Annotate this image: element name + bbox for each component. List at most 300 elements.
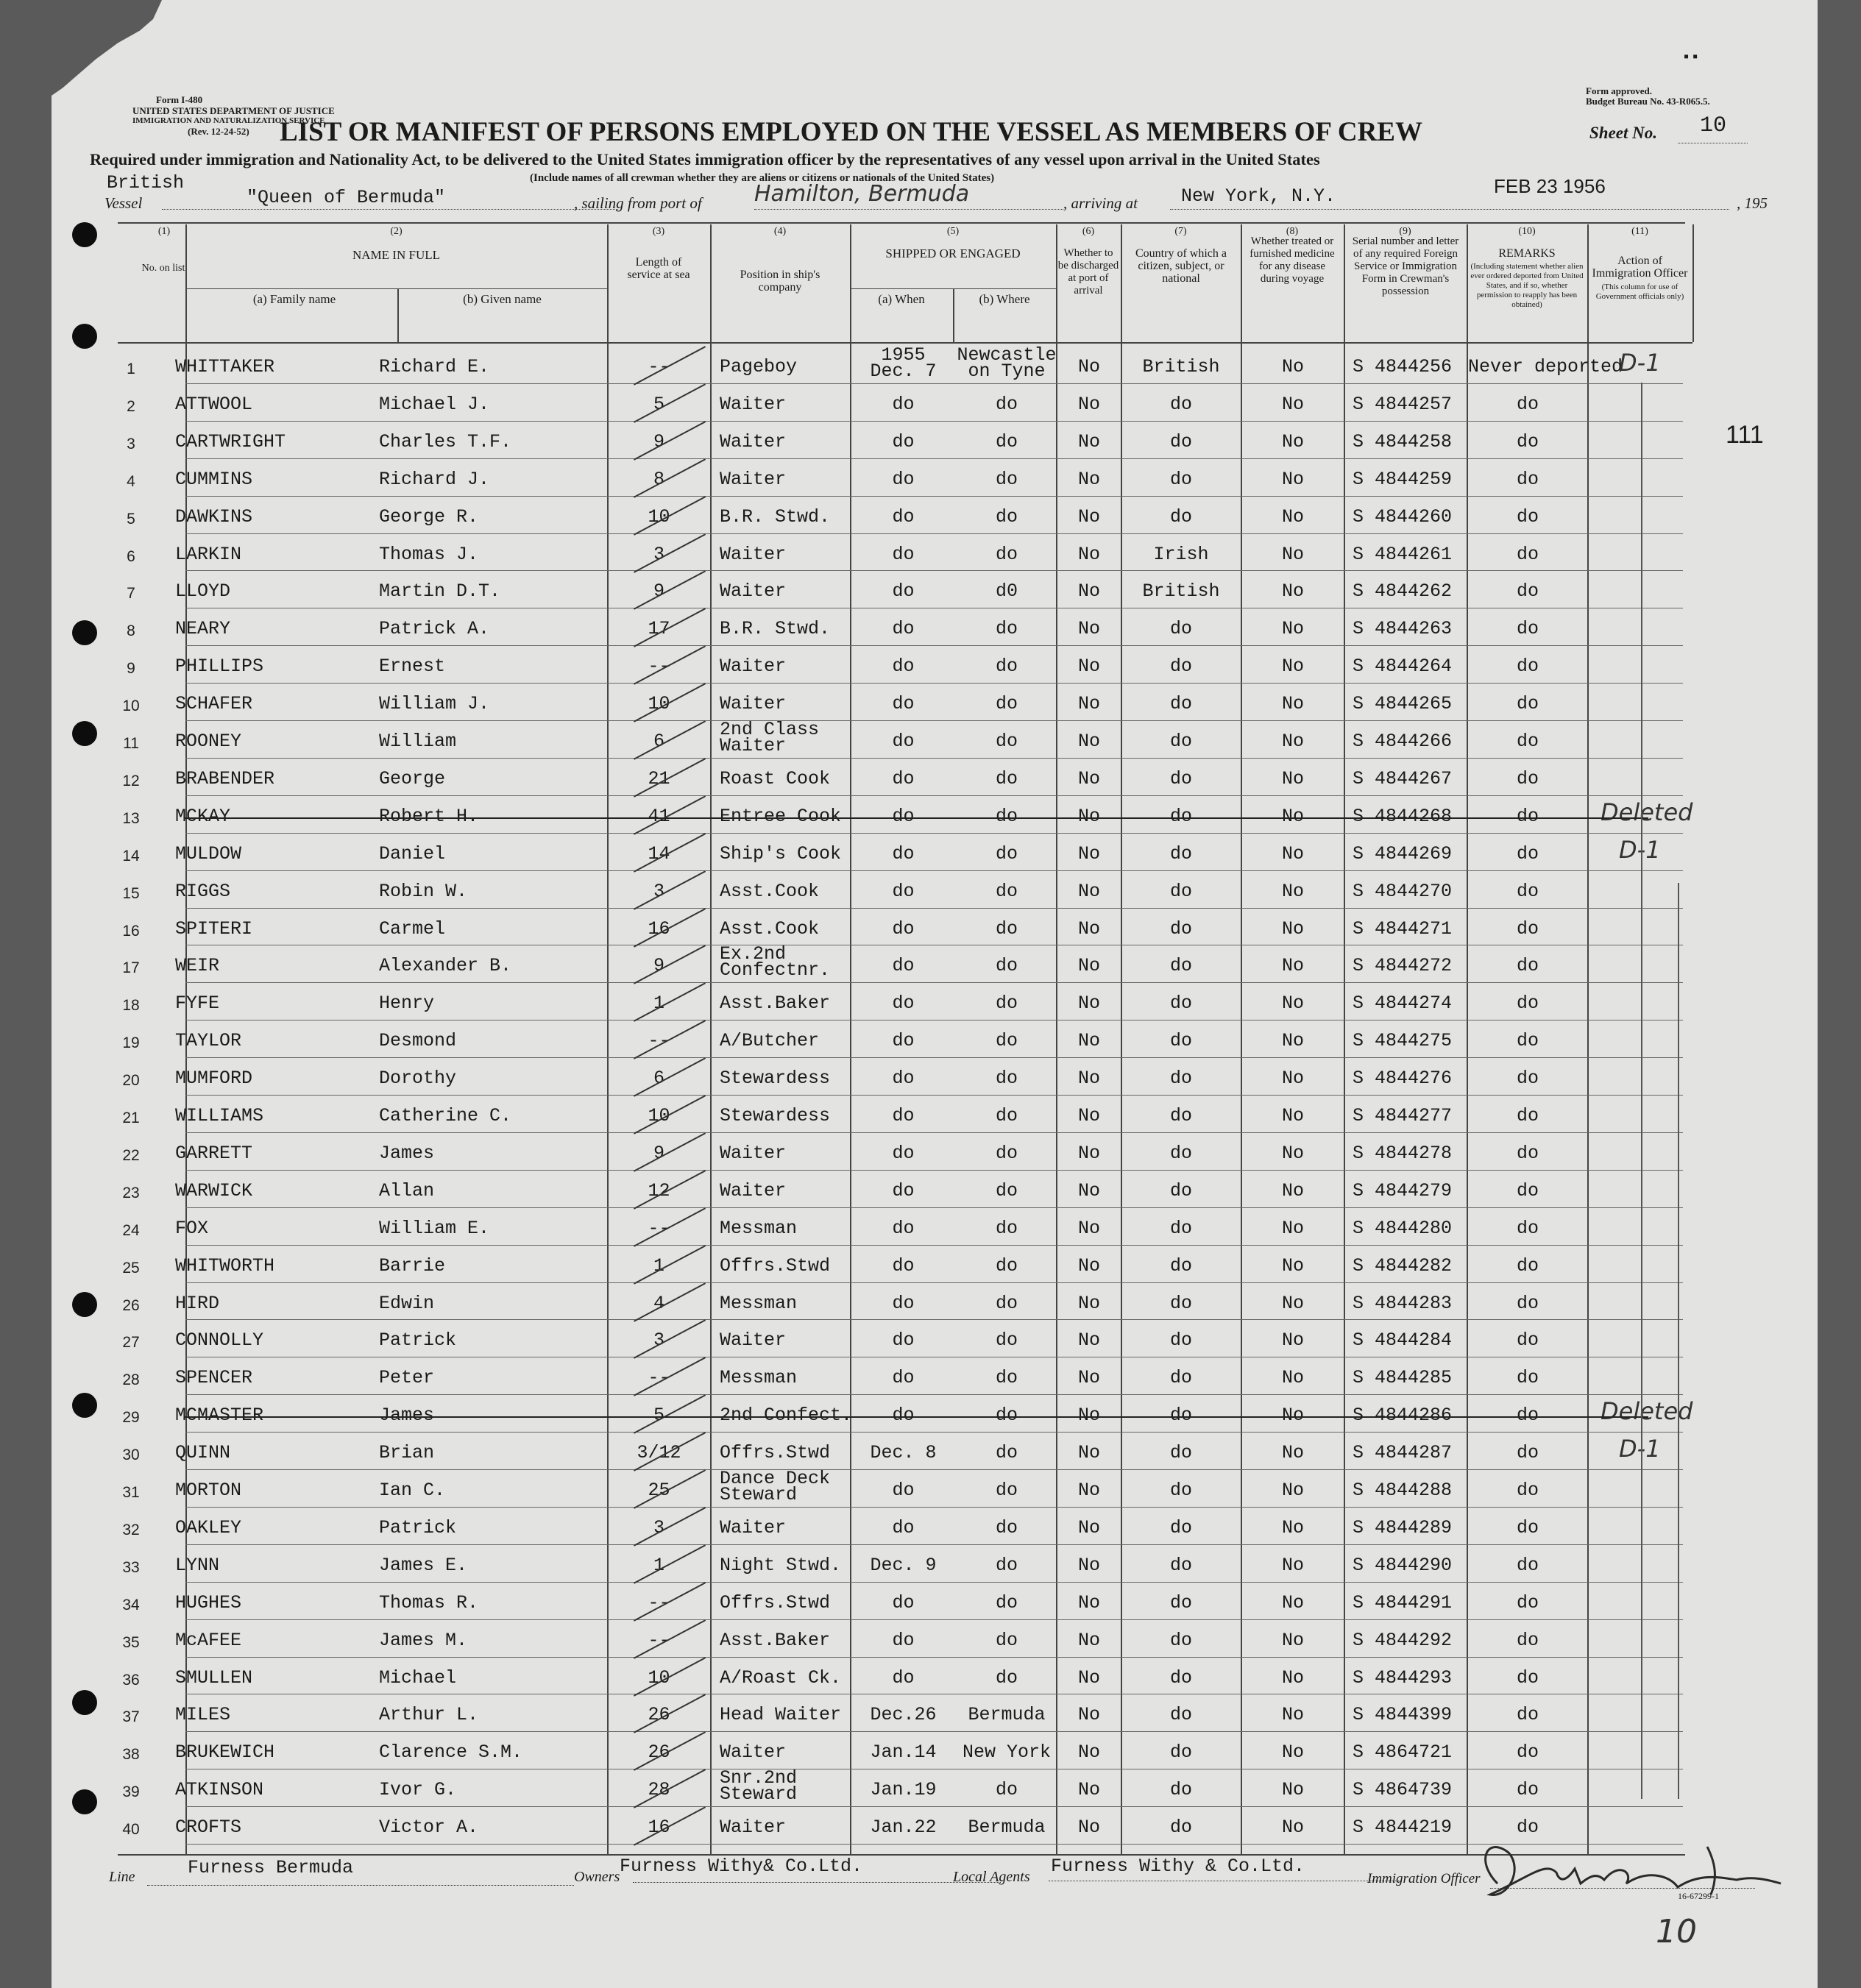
position: Waiter: [720, 430, 787, 452]
remarks: do: [1516, 805, 1539, 827]
col-no-header: No. on list: [141, 263, 185, 274]
service-length: 21: [648, 767, 670, 789]
position: Waiter: [720, 1330, 787, 1352]
shipped-when: do: [892, 543, 915, 565]
family-name: CROFTS: [175, 1817, 242, 1839]
service-length: 3/12: [637, 1442, 681, 1464]
remarks: do: [1516, 505, 1539, 528]
country: British: [1142, 356, 1220, 377]
discharged: No: [1077, 917, 1100, 940]
row-number: 40: [122, 1821, 140, 1839]
discharged: No: [1077, 1442, 1100, 1464]
remarks: do: [1516, 543, 1539, 565]
discharged: No: [1077, 880, 1100, 902]
treated: No: [1281, 1480, 1304, 1501]
punch-hole: [72, 721, 97, 746]
remarks: do: [1516, 656, 1539, 678]
shipped-when: do: [892, 880, 915, 902]
serial-number: S 4844258: [1353, 430, 1453, 452]
shipped-when-line: 1955: [881, 344, 926, 366]
owners-label: Owners: [574, 1869, 620, 1885]
country: do: [1169, 731, 1192, 752]
country: do: [1169, 656, 1192, 678]
treated: No: [1281, 1068, 1304, 1090]
shipped-where: do: [995, 1292, 1018, 1314]
given-name: Richard J.: [379, 468, 490, 490]
country: do: [1169, 1367, 1192, 1389]
serial-number: S 4844268: [1353, 805, 1453, 827]
form-revision: (Rev. 12-24-52): [188, 126, 249, 137]
discharged: No: [1077, 1554, 1100, 1576]
shipped-when: do: [892, 955, 915, 977]
discharged: No: [1077, 430, 1100, 452]
remarks: do: [1516, 1554, 1539, 1576]
row-number: 30: [122, 1446, 140, 1464]
shipped-when: do: [892, 993, 915, 1015]
position: Waiter: [720, 693, 787, 715]
row-number: 4: [127, 472, 135, 490]
shipped-when: Jan.19: [870, 1779, 937, 1801]
serial-number: S 4844278: [1353, 1142, 1453, 1164]
treated: No: [1281, 1779, 1304, 1801]
serial-number: S 4844285: [1353, 1367, 1453, 1389]
position: B.R. Stwd.: [720, 618, 831, 640]
position: Asst.Baker: [720, 993, 831, 1015]
punch-hole: [72, 620, 97, 645]
shipped-where: do: [995, 993, 1018, 1015]
shipped-where: do: [995, 917, 1018, 940]
country: do: [1169, 767, 1192, 789]
position: Waiter: [720, 1516, 787, 1538]
shipped-when: Dec. 9: [870, 1554, 937, 1576]
remarks: do: [1516, 1742, 1539, 1764]
officer-action: Deleted: [1601, 1397, 1693, 1426]
family-name: HUGHES: [175, 1591, 242, 1614]
given-name: Carmel: [379, 917, 446, 940]
col-position-header: Position in ship's company: [740, 269, 820, 294]
remarks: do: [1516, 1405, 1539, 1427]
service-name: IMMIGRATION AND NATURALIZATION SERVICE: [132, 116, 325, 125]
shipped-where: do: [995, 618, 1018, 640]
col-shipped-header: SHIPPED OR ENGAGED: [885, 246, 1021, 260]
family-name: MUMFORD: [175, 1068, 253, 1090]
service-length: 1: [653, 1554, 664, 1576]
service-length: --: [648, 1629, 670, 1651]
shipped-when: do: [892, 1629, 915, 1651]
country: do: [1169, 1704, 1192, 1726]
row-number: 29: [122, 1409, 140, 1427]
row-number: 21: [122, 1110, 140, 1126]
discharged: No: [1077, 1292, 1100, 1314]
treated: No: [1281, 543, 1304, 565]
col-discharged-number: (6): [1082, 226, 1095, 237]
country: do: [1169, 955, 1192, 977]
shipped-when: do: [892, 1480, 915, 1501]
remarks: do: [1516, 1591, 1539, 1614]
discharged: No: [1077, 1666, 1100, 1689]
punch-hole: [72, 222, 97, 247]
family-name: BRABENDER: [175, 767, 275, 789]
shipped-where: do: [995, 767, 1018, 789]
service-length: 1: [653, 993, 664, 1015]
officer-action: D-1: [1619, 835, 1661, 864]
country: do: [1169, 1292, 1192, 1314]
treated: No: [1281, 1217, 1304, 1239]
family-name: CUMMINS: [175, 468, 253, 490]
service-length: 10: [648, 693, 670, 715]
row-number: 12: [122, 772, 140, 789]
given-name: Richard E.: [379, 356, 490, 377]
service-length: 25: [648, 1480, 670, 1501]
country: do: [1169, 1554, 1192, 1576]
service-length: 3: [653, 880, 664, 902]
shipped-where: do: [995, 1442, 1018, 1464]
row-number: 2: [127, 397, 135, 415]
col-treated-header: Whether treated or furnished medicine for any disease during voyage: [1249, 235, 1335, 285]
form-approved: Form approved.: [1586, 85, 1653, 96]
discharged: No: [1077, 1068, 1100, 1090]
given-name: Edwin: [379, 1292, 435, 1314]
position: Asst.Cook: [720, 880, 820, 902]
country: do: [1169, 468, 1192, 490]
sailing-port: Hamilton, Bermuda: [754, 181, 970, 207]
torn-corner: [52, 0, 162, 96]
shipped-when: do: [892, 805, 915, 827]
country: do: [1169, 842, 1192, 865]
row-number: 6: [127, 547, 135, 565]
serial-number: S 4844284: [1353, 1330, 1453, 1352]
page-number-handwritten: 10: [1656, 1913, 1697, 1950]
row-number: 31: [122, 1484, 140, 1501]
discharged: No: [1077, 1516, 1100, 1538]
shipped-when-line: Dec. 7: [870, 361, 937, 382]
country: do: [1169, 1030, 1192, 1052]
manifest-sheet: [52, 0, 1818, 1988]
family-name: SPITERI: [175, 917, 253, 940]
discharged: No: [1077, 1217, 1100, 1239]
col-service-number: (3): [652, 226, 665, 237]
shipped-when: do: [892, 656, 915, 678]
agents-label: Local Agents: [953, 1869, 1030, 1885]
row-number: 22: [122, 1146, 140, 1164]
shipped-where: [955, 344, 1058, 382]
shipped-when: do: [892, 731, 915, 752]
shipped-when: do: [892, 1068, 915, 1090]
position: 2nd Confect.: [720, 1405, 853, 1427]
given-name: Barrie: [379, 1254, 446, 1277]
position: Asst.Baker: [720, 1629, 831, 1651]
discharged: No: [1077, 356, 1100, 377]
service-length: 16: [648, 917, 670, 940]
remarks: do: [1516, 993, 1539, 1015]
remarks: do: [1516, 693, 1539, 715]
arrival-date-stamp: FEB 23 1956: [1494, 175, 1606, 197]
year-suffix: , 195: [1737, 194, 1768, 212]
row-number: 34: [122, 1596, 140, 1614]
treated: No: [1281, 1817, 1304, 1839]
position: Offrs.Stwd: [720, 1591, 831, 1614]
remarks: do: [1516, 767, 1539, 789]
shipped-where-line: Newcastle: [957, 344, 1057, 366]
position-line: Ex.2nd: [720, 943, 787, 965]
service-length: 14: [648, 842, 670, 865]
row-number: 38: [122, 1746, 140, 1764]
discharged: No: [1077, 731, 1100, 752]
treated: No: [1281, 917, 1304, 940]
country: do: [1169, 1405, 1192, 1427]
given-name: Peter: [379, 1367, 435, 1389]
remarks: do: [1516, 1629, 1539, 1651]
discharged: No: [1077, 1591, 1100, 1614]
service-length: 10: [648, 1666, 670, 1689]
shipped-where: do: [995, 543, 1018, 565]
discharged: No: [1077, 993, 1100, 1015]
row-number: 15: [122, 884, 140, 902]
treated: No: [1281, 880, 1304, 902]
vessel-nationality: British: [107, 172, 185, 194]
serial-number: S 4844272: [1353, 955, 1453, 977]
row-number: 35: [122, 1633, 140, 1651]
family-name: MILES: [175, 1704, 231, 1726]
family-name: MORTON: [175, 1480, 242, 1501]
given-name: Ernest: [379, 656, 446, 678]
service-length: 1: [653, 1254, 664, 1277]
discharged: No: [1077, 393, 1100, 415]
sheet-number: 10: [1700, 113, 1727, 138]
remarks: do: [1516, 1254, 1539, 1277]
row-number: 14: [122, 847, 140, 865]
family-name: LARKIN: [175, 543, 242, 565]
position: Waiter: [720, 1142, 787, 1164]
position-line: Dance Deck: [720, 1468, 831, 1489]
family-name: McAFEE: [175, 1629, 242, 1651]
col-name-header: NAME IN FULL: [352, 248, 440, 262]
shipped-where: do: [995, 805, 1018, 827]
country: British: [1142, 581, 1220, 603]
shipped-where: do: [995, 1068, 1018, 1090]
row-number: 25: [122, 1259, 140, 1277]
treated: No: [1281, 1442, 1304, 1464]
shipped-when: Dec. 8: [870, 1442, 937, 1464]
discharged: No: [1077, 656, 1100, 678]
position: Waiter: [720, 393, 787, 415]
col-service-header: Length of service at sea: [627, 256, 690, 281]
remarks: do: [1516, 581, 1539, 603]
serial-number: S 4844261: [1353, 543, 1453, 565]
given-name: Clarence S.M.: [379, 1742, 523, 1764]
shipped-where: do: [995, 842, 1018, 865]
print-code: 16-67299-1: [1678, 1891, 1719, 1901]
treated: No: [1281, 993, 1304, 1015]
remarks: do: [1516, 618, 1539, 640]
serial-number: S 4844292: [1353, 1629, 1453, 1651]
shipped-where: do: [995, 955, 1018, 977]
shipped-where: do: [995, 656, 1018, 678]
row-number: 18: [122, 997, 140, 1015]
service-length: 5: [653, 393, 664, 415]
position: Messman: [720, 1292, 798, 1314]
country: do: [1169, 880, 1192, 902]
position: Entree Cook: [720, 805, 842, 827]
family-name: TAYLOR: [175, 1030, 242, 1052]
shipped-where: do: [995, 1405, 1018, 1427]
shipped-where: do: [995, 1629, 1018, 1651]
shipped-where: do: [995, 731, 1018, 752]
position: Waiter: [720, 656, 787, 678]
side-number: 111: [1726, 421, 1764, 449]
row-number: 8: [127, 622, 135, 640]
given-name: William: [379, 731, 457, 752]
country: do: [1169, 1142, 1192, 1164]
given-name: Catherine C.: [379, 1105, 512, 1126]
shipped-when: do: [892, 581, 915, 603]
serial-number: S 4844288: [1353, 1480, 1453, 1501]
shipped-where: do: [995, 1516, 1018, 1538]
remarks: do: [1516, 1704, 1539, 1726]
given-name: Brian: [379, 1442, 435, 1464]
arriving-port: New York, N.Y.: [1181, 185, 1336, 207]
service-length: 8: [653, 468, 664, 490]
service-length: 9: [653, 955, 664, 977]
service-length: 9: [653, 1142, 664, 1164]
given-name: Michael J.: [379, 393, 490, 415]
treated: No: [1281, 1105, 1304, 1126]
treated: No: [1281, 1742, 1304, 1764]
position: Head Waiter: [720, 1704, 842, 1726]
discharged: No: [1077, 1817, 1100, 1839]
family-name: CARTWRIGHT: [175, 430, 286, 452]
country: Irish: [1153, 543, 1209, 565]
shipped-where-line: on Tyne: [968, 361, 1046, 382]
service-length: 6: [653, 1068, 664, 1090]
col-treated-number: (8): [1286, 226, 1299, 237]
family-name: MCMASTER: [175, 1405, 264, 1427]
remarks: do: [1516, 430, 1539, 452]
shipped-where: do: [995, 1554, 1018, 1576]
shipped-when: do: [892, 1516, 915, 1538]
given-name: Michael: [379, 1666, 457, 1689]
row-number: 36: [122, 1671, 140, 1689]
treated: No: [1281, 1405, 1304, 1427]
shipped-where: do: [995, 1142, 1018, 1164]
shipped-when: [854, 344, 953, 382]
discharged: No: [1077, 1779, 1100, 1801]
family-name: ATKINSON: [175, 1779, 264, 1801]
col-no-number: (1): [157, 226, 171, 237]
position: Waiter: [720, 1817, 787, 1839]
service-length: 3: [653, 1516, 664, 1538]
service-length: 9: [653, 430, 664, 452]
row-number: 17: [122, 959, 140, 977]
vessel-name: "Queen of Bermuda": [247, 187, 446, 208]
remarks: do: [1516, 468, 1539, 490]
service-length: 10: [648, 1105, 670, 1126]
country: do: [1169, 1442, 1192, 1464]
corner-marks: ▪ ▪: [1684, 49, 1698, 65]
shipped-where: do: [995, 880, 1018, 902]
row-number: 37: [122, 1708, 140, 1726]
given-name: William J.: [379, 693, 490, 715]
position: Asst.Cook: [720, 917, 820, 940]
shipped-when: do: [892, 1405, 915, 1427]
shipped-when: do: [892, 842, 915, 865]
treated: No: [1281, 1666, 1304, 1689]
given-name: Victor A.: [379, 1817, 479, 1839]
discharged: No: [1077, 618, 1100, 640]
punch-hole: [72, 1690, 97, 1715]
col-when-header: (a) When: [878, 292, 925, 306]
treated: No: [1281, 430, 1304, 452]
agents-value: Furness Withy & Co.Ltd.: [1051, 1856, 1305, 1877]
shipped-when: do: [892, 693, 915, 715]
position: Night Stwd.: [720, 1554, 842, 1576]
serial-number: S 4844286: [1353, 1405, 1453, 1427]
position: [720, 1468, 852, 1505]
service-length: --: [648, 1030, 670, 1052]
position-line: Steward: [720, 1484, 798, 1505]
officer-signature: [1457, 1832, 1796, 1913]
serial-number: S 4844257: [1353, 393, 1453, 415]
family-name: QUINN: [175, 1442, 231, 1464]
serial-number: S 4844290: [1353, 1554, 1453, 1576]
country: do: [1169, 393, 1192, 415]
family-name: SCHAFER: [175, 693, 253, 715]
treated: No: [1281, 1030, 1304, 1052]
treated: No: [1281, 693, 1304, 715]
given-name: Patrick: [379, 1330, 457, 1352]
serial-number: S 4844276: [1353, 1068, 1453, 1090]
shipped-when: do: [892, 917, 915, 940]
given-name: Thomas R.: [379, 1591, 479, 1614]
given-name: James E.: [379, 1554, 468, 1576]
col-serial-number: (9): [1399, 226, 1411, 237]
treated: No: [1281, 393, 1304, 415]
col-given-header: (b) Given name: [463, 292, 542, 306]
remarks: do: [1516, 955, 1539, 977]
discharged: No: [1077, 1179, 1100, 1201]
punch-hole: [72, 1292, 97, 1317]
treated: No: [1281, 767, 1304, 789]
position: Stewardess: [720, 1068, 831, 1090]
remarks: do: [1516, 1779, 1539, 1801]
family-name: HIRD: [175, 1292, 220, 1314]
owners-value: Furness Withy& Co.Ltd.: [620, 1856, 863, 1877]
row-number: 5: [127, 510, 135, 528]
punch-hole: [72, 1393, 97, 1418]
service-length: --: [648, 1217, 670, 1239]
service-length: --: [648, 656, 670, 678]
row-number: 28: [122, 1371, 140, 1389]
given-name: Daniel: [379, 842, 446, 865]
serial-number: S 4844264: [1353, 656, 1453, 678]
family-name: WHITTAKER: [175, 356, 275, 377]
remarks: do: [1516, 1105, 1539, 1126]
row-number: 10: [122, 697, 140, 715]
family-name: MULDOW: [175, 842, 242, 865]
service-length: 16: [648, 1817, 670, 1839]
treated: No: [1281, 1591, 1304, 1614]
family-name: ROONEY: [175, 731, 242, 752]
family-name: OAKLEY: [175, 1516, 242, 1538]
row-number: 16: [122, 922, 140, 940]
country: do: [1169, 1779, 1192, 1801]
row-number: 9: [127, 660, 135, 678]
position: Ship's Cook: [720, 842, 842, 865]
serial-number: S 4844274: [1353, 993, 1453, 1015]
discharged: No: [1077, 1030, 1100, 1052]
given-name: George R.: [379, 505, 479, 528]
family-name: GARRETT: [175, 1142, 253, 1164]
